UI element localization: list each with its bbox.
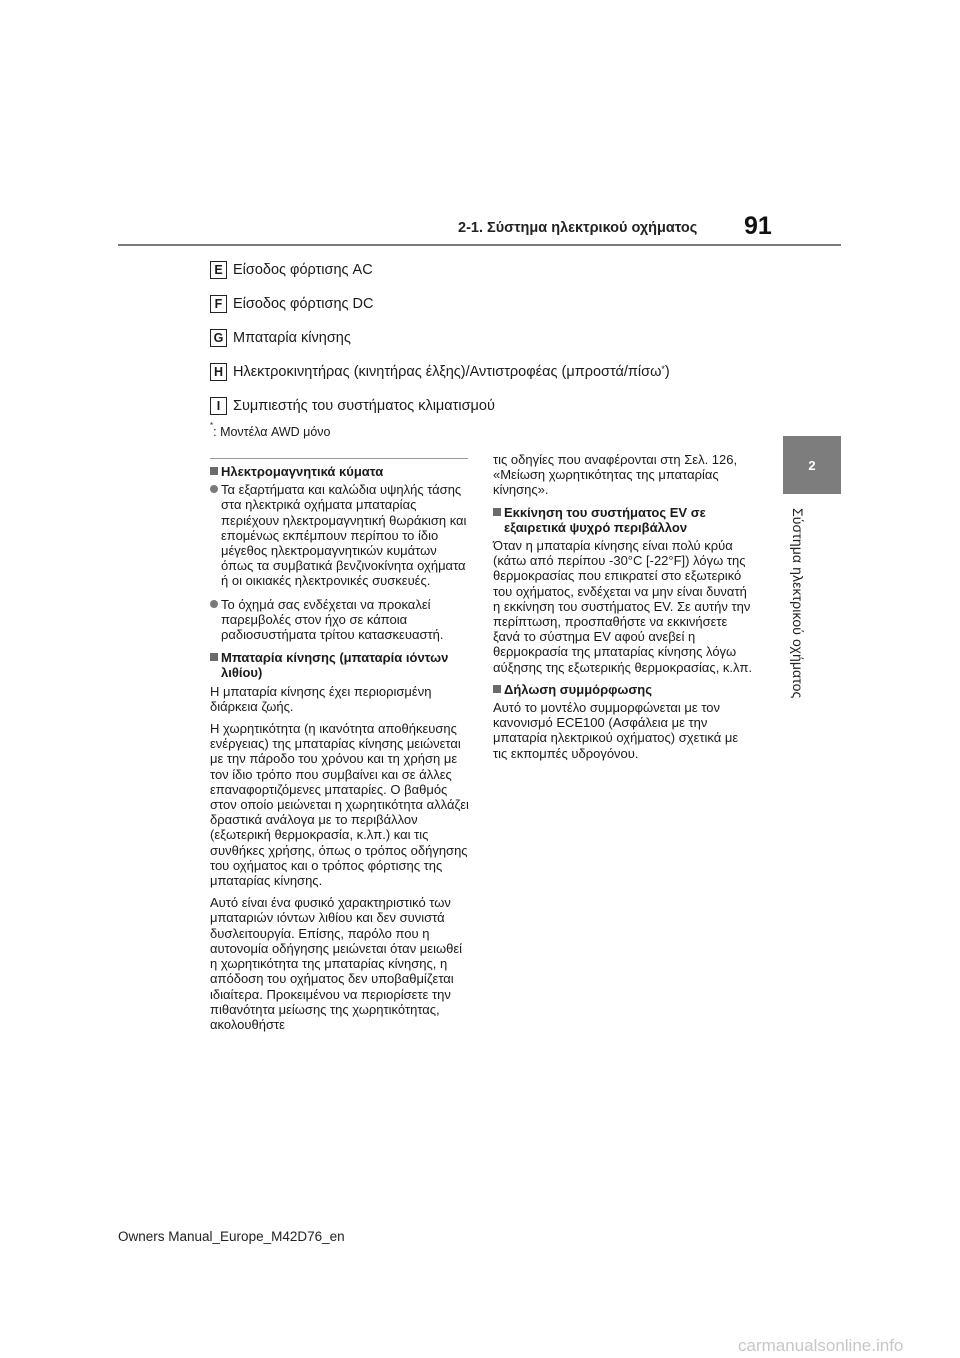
legend-letter: F	[210, 295, 227, 313]
left-column	[210, 464, 472, 1039]
heading-electromagnetic-waves: Ηλεκτρομαγνητικά κύματα	[210, 464, 472, 479]
legend-item-h	[210, 362, 670, 382]
legend-text: Μπαταρία κίνησης	[233, 330, 351, 346]
legend-item-i	[210, 396, 495, 416]
footnote-mark: *	[210, 421, 214, 430]
legend-letter: G	[210, 329, 227, 347]
watermark: carmanualsonline.info	[738, 1336, 904, 1355]
legend-text: Ηλεκτροκινητήρας (κινητήρας έλξης)/Αντιστροφέας (μπροστά/πίσω	[233, 364, 662, 380]
header-rule	[118, 244, 841, 246]
legend-text: Συμπιεστής του συστήματος κλιματισμού	[233, 398, 495, 414]
legend-footnote-mark: *	[661, 364, 665, 374]
page-number: 91	[744, 212, 772, 240]
legend-item-f	[210, 294, 374, 314]
footnote	[210, 421, 331, 440]
legend-item-e	[210, 260, 373, 280]
paragraph: Η μπαταρία κίνησης έχει περιορισμένη διάρκεια ζωής.	[210, 683, 432, 714]
paragraph: Όταν η μπαταρία κίνησης είναι πολύ κρύα (κάτω από περίπου -30°C [-22°F]) λόγω της θερμοκρασίας που επικρατεί στο εξωτερικό του οχήματος, ενδέχεται να μην είναι δυνατή η εκκίνηση του συστήματος EV. Σε αυτήν την περίπτωση, προσπαθήστε να εκκινήσετε ξανά το σύστημα EV αφού ανεβεί η θερμοκρασία της μπαταρίας κίνησης λόγω αύξησης της εξωτερικής θερμοκρασίας, κ.λπ.	[493, 538, 753, 675]
heading-cold-start: Εκκίνηση του συστήματος EV σε εξαιρετικά ψυχρό περιβάλλον	[493, 505, 755, 535]
divider	[210, 458, 468, 459]
chapter-number: 2	[808, 457, 816, 473]
bullet-item: Το όχημά σας ενδέχεται να προκαλεί παρεμβολές στον ήχο σε κάποια ραδιοσυστήματα τρίτου κατασκευαστή.	[210, 597, 472, 643]
section-title: 2-1. Σύστημα ηλεκτρικού οχήματος	[458, 220, 698, 236]
heading-traction-battery: Μπαταρία κίνησης (μπαταρία ιόντων λιθίου)	[210, 650, 472, 680]
right-column	[493, 452, 755, 768]
paragraph: Αυτό είναι ένα φυσικό χαρακτηριστικό των μπαταριών ιόντων λιθίου και δεν συνιστά δυσλειτουργία. Επίσης, παρόλο που η αυτονομία οδήγησης μειώνεται όταν μειωθεί η χωρητικότητα της μπαταρίας κίνησης, η απόδοση του οχήματος δεν υποβαθμίζεται ιδιαίτερα. Προκειμένου να περιορίσετε την πιθανότητα μείωσης της χωρητικότητας, ακολουθήστε	[210, 895, 463, 1032]
footer-manual-id: Owners Manual_Europe_M42D76_en	[118, 1229, 345, 1244]
paragraph: τις οδηγίες που αναφέρονται στη Σελ. 126, «Μείωση χωρητικότητας της μπαταρίας κίνησης».	[493, 452, 738, 498]
footnote-text: : Μοντέλα AWD μόνο	[213, 425, 331, 440]
chapter-label: Σύστημα ηλεκτρικού οχήματος	[790, 508, 806, 699]
chapter-tab	[783, 436, 841, 494]
paragraph: Αυτό το μοντέλο συμμορφώνεται με τον κανονισμό ECE100 (Ασφάλεια με την μπαταρία ηλεκτρικού οχήματος) σχετικά με τις εκπομπές υδρογόνου.	[493, 700, 739, 761]
legend-letter: I	[210, 397, 227, 415]
paragraph: Η χωρητικότητα (η ικανότητα αποθήκευσης ενέργειας) της μπαταρίας κίνησης μειώνεται με την πάροδο του χρόνου και τη χρήση με τον ίδιο τρόπο που συμβαίνει και σε άλλες επαναφορτιζόμενες μπαταρίες. Ο βαθμός στον οποίο μειώνεται η χωρητικότητα αλλάζει δραστικά ανάλογα με το περιβάλλον (εξωτερική θερμοκρασία, κ.λπ.) και τις συνθήκες χρήσης, όπως ο τρόπος οδήγησης του οχήματος και ο τρόπος φόρτισης της μπαταρίας κίνησης.	[210, 721, 469, 889]
legend-text: Είσοδος φόρτισης AC	[233, 262, 373, 278]
legend-text-close: )	[664, 364, 670, 380]
legend-text: Είσοδος φόρτισης DC	[233, 296, 374, 312]
heading-declaration-of-conformity: Δήλωση συμμόρφωσης	[493, 682, 755, 697]
legend-letter: H	[210, 363, 227, 381]
legend-item-g	[210, 328, 351, 348]
bullet-item: Τα εξαρτήματα και καλώδια υψηλής τάσης στα ηλεκτρικά οχήματα μπαταρίας περιέχουν ηλεκτρομαγνητική θωράκιση και επομένως εκπέμπουν περίπου το ίδιο μέγεθος ηλεκτρομαγνητικών κυμάτων όπως τα συμβατικά βενζινοκίνητα οχήματα ή οι οικιακές ηλεκτρονικές συσκευές.	[210, 482, 472, 588]
legend-letter: E	[210, 261, 227, 279]
